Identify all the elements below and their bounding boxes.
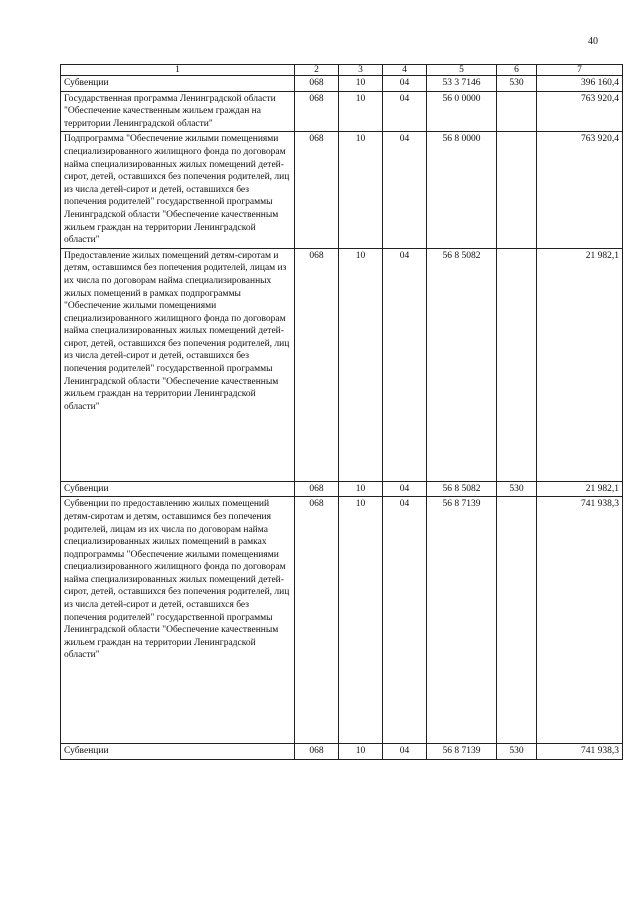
cell-subsection: 04 <box>383 248 427 481</box>
cell-ministry-code: 068 <box>295 481 339 497</box>
cell-section: 10 <box>339 132 383 248</box>
cell-expense-type: 530 <box>497 76 537 92</box>
cell-ministry-code: 068 <box>295 744 339 760</box>
row-name: Субвенции по предоставлению жилых помещений детям-сиротам и детям, оставшимся без попечения родителей, лицам из их числа по договорам найма специализированных жилых помещений в рамках подпрограммы "Обеспечение жилыми помещениями специализированного жилищного фонда по договорам найма специализированных жилых помещений детей-сирот, детей, оставшихся без попечения родителей, лиц из числа детей-сирот и детей, оставшихся без попечения родителей" государственной программы Ленинградской области "Обеспечение качественным жильем граждан на территории Ленинградской области" <box>61 497 295 744</box>
cell-subsection: 04 <box>383 132 427 248</box>
cell-ministry-code: 068 <box>295 91 339 132</box>
column-header-4: 4 <box>383 65 427 76</box>
table-row <box>61 76 623 92</box>
cell-section: 10 <box>339 91 383 132</box>
cell-expense-type: 530 <box>497 481 537 497</box>
table-row <box>61 91 623 132</box>
table-row <box>61 132 623 248</box>
cell-subsection: 04 <box>383 481 427 497</box>
column-header-6: 6 <box>497 65 537 76</box>
cell-expense-type <box>497 248 537 481</box>
page-number: 40 <box>588 36 598 47</box>
table-header-row <box>61 65 623 76</box>
cell-amount: 741 938,3 <box>537 744 623 760</box>
cell-ministry-code: 068 <box>295 497 339 744</box>
cell-section: 10 <box>339 497 383 744</box>
table-row <box>61 248 623 481</box>
cell-amount: 763 920,4 <box>537 91 623 132</box>
column-header-5: 5 <box>427 65 497 76</box>
cell-section: 10 <box>339 248 383 481</box>
row-name: Государственная программа Ленинградской области "Обеспечение качественным жильем граждан на территории Ленинградской области" <box>61 91 295 132</box>
table-row <box>61 744 623 760</box>
column-header-7: 7 <box>537 65 623 76</box>
cell-expense-type <box>497 497 537 744</box>
column-header-1: 1 <box>61 65 295 76</box>
cell-expense-type <box>497 91 537 132</box>
cell-subsection: 04 <box>383 76 427 92</box>
table-row <box>61 481 623 497</box>
cell-target-article: 56 8 7139 <box>427 497 497 744</box>
cell-target-article: 56 8 5082 <box>427 481 497 497</box>
cell-section: 10 <box>339 744 383 760</box>
cell-amount: 741 938,3 <box>537 497 623 744</box>
row-name: Субвенции <box>61 76 295 92</box>
cell-expense-type: 530 <box>497 744 537 760</box>
cell-target-article: 56 8 0000 <box>427 132 497 248</box>
cell-subsection: 04 <box>383 744 427 760</box>
cell-ministry-code: 068 <box>295 76 339 92</box>
cell-ministry-code: 068 <box>295 132 339 248</box>
cell-expense-type <box>497 132 537 248</box>
cell-section: 10 <box>339 76 383 92</box>
cell-amount: 21 982,1 <box>537 481 623 497</box>
row-name: Субвенции <box>61 481 295 497</box>
cell-amount: 763 920,4 <box>537 132 623 248</box>
budget-table <box>60 64 623 760</box>
cell-subsection: 04 <box>383 497 427 744</box>
cell-target-article: 56 0 0000 <box>427 91 497 132</box>
row-name: Субвенции <box>61 744 295 760</box>
cell-subsection: 04 <box>383 91 427 132</box>
cell-target-article: 56 8 5082 <box>427 248 497 481</box>
cell-amount: 396 160,4 <box>537 76 623 92</box>
column-header-3: 3 <box>339 65 383 76</box>
cell-target-article: 56 8 7139 <box>427 744 497 760</box>
table-row <box>61 497 623 744</box>
cell-amount: 21 982,1 <box>537 248 623 481</box>
row-name: Предоставление жилых помещений детям-сиротам и детям, оставшимся без попечения родителей, лицам из их числа по договорам найма специализированных жилых помещений в рамках подпрограммы "Обеспечение жилыми помещениями специализированного жилищного фонда по договорам найма специализированных жилых помещений детей-сирот, детей, оставшихся без попечения родителей, лиц из числа детей-сирот и детей, оставшихся без попечения родителей" государственной программы Ленинградской области "Обеспечение качественным жильем граждан на территории Ленинградской области" <box>61 248 295 481</box>
cell-ministry-code: 068 <box>295 248 339 481</box>
row-name: Подпрограмма "Обеспечение жилыми помещениями специализированного жилищного фонда по договорам найма специализированных жилых помещений детей-сирот, детей, оставшихся без попечения родителей, лиц из числа детей-сирот и детей, оставшихся без попечения родителей" государственной программы Ленинградской области "Обеспечение качественным жильем граждан на территории Ленинградской области" <box>61 132 295 248</box>
cell-target-article: 53 3 7146 <box>427 76 497 92</box>
column-header-2: 2 <box>295 65 339 76</box>
cell-section: 10 <box>339 481 383 497</box>
